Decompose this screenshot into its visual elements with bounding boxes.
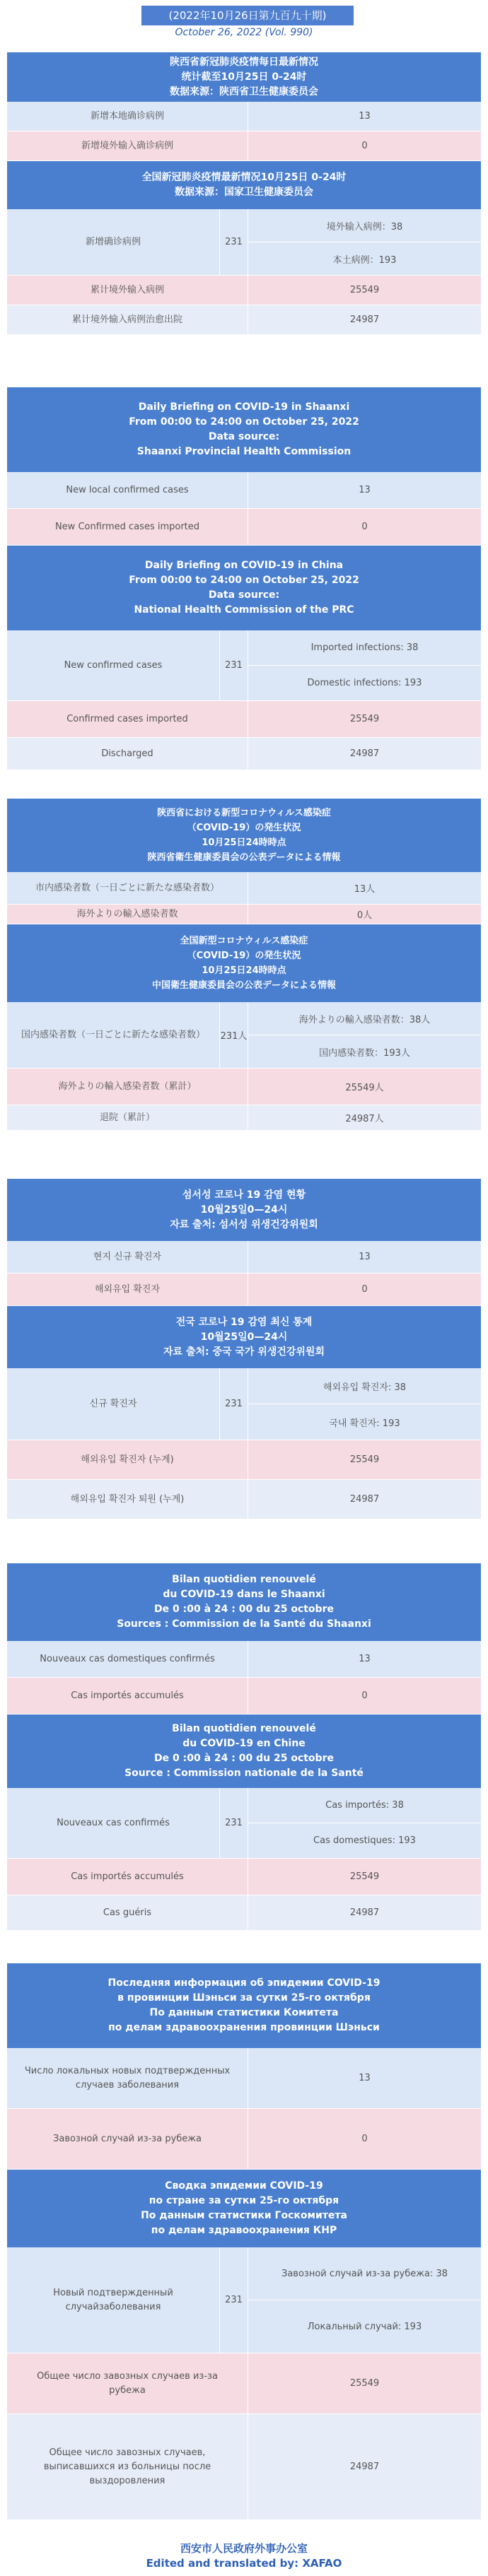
imported-row xyxy=(7,509,481,546)
header-line: 陝西省における新型コロナウィルス感染症 xyxy=(157,808,331,818)
cumulative-row xyxy=(7,701,481,738)
row-value: 25549人 xyxy=(248,1069,481,1105)
header-line: 자료 출처: 중국 국가 위생건강위원회 xyxy=(163,1346,325,1358)
header-line: 섬서성 코로나 19 감염 현황 xyxy=(182,1189,306,1201)
header-line: From 00:00 to 24:00 on October 25, 2022 xyxy=(129,575,359,586)
imported-count: Завозной случай из-за рубежа: 38 xyxy=(248,2247,481,2300)
imported-row xyxy=(7,2109,481,2170)
new-confirmed-row xyxy=(7,1788,481,1859)
header-line: по стране за сутки 25-го октября xyxy=(149,2195,339,2206)
breakdown xyxy=(248,1788,481,1858)
row-value: 0 xyxy=(248,2109,481,2169)
header-line: 全国新冠肺炎疫情最新情况10月25日 0-24时 xyxy=(141,172,347,183)
row-label: Новый подтвержденный случайзаболевания xyxy=(7,2247,219,2353)
row-label: New Confirmed cases imported xyxy=(7,509,248,545)
new-confirmed-row xyxy=(7,630,481,701)
imported-count: Imported infections: 38 xyxy=(248,630,481,665)
row-value: 231 xyxy=(219,2247,248,2353)
domestic-count: 本土病例：193 xyxy=(248,242,481,275)
imported-row xyxy=(7,1274,481,1306)
local-row xyxy=(7,872,481,905)
header-line: du COVID-19 dans le Shaanxi xyxy=(163,1589,325,1600)
header-line: Data source: xyxy=(208,431,280,442)
header-line: 10월25일0—24시 xyxy=(200,1331,288,1343)
section-english xyxy=(7,387,481,770)
breakdown xyxy=(248,630,481,700)
row-label: Cas importés accumulés xyxy=(7,1859,248,1895)
discharged-row xyxy=(7,1105,481,1131)
row-label: Nouveaux cas domestiques confirmés xyxy=(7,1641,248,1677)
header-line: 陝西省衛生健康委員会の公表データによる情報 xyxy=(147,852,341,863)
header-line: 中国衛生健康委員会の公表データによる情報 xyxy=(151,980,336,991)
row-value: 24987人 xyxy=(248,1105,481,1130)
header-line: De 0 :00 à 24 : 00 du 25 octobre xyxy=(154,1753,334,1764)
row-value: 13 xyxy=(248,1241,481,1273)
row-value: 0 xyxy=(248,509,481,545)
row-label: 国内感染者数（一日ごとに新たな感染者数） xyxy=(7,1002,219,1068)
row-value: 231 xyxy=(219,1788,248,1858)
cumulative-row xyxy=(7,1069,481,1105)
row-label: Nouveaux cas confirmés xyxy=(7,1788,219,1858)
row-value: 231 xyxy=(219,209,248,275)
row-label: Завозной случай из-за рубежа xyxy=(7,2109,248,2169)
header-line: Source : Commission nationale de la Santé xyxy=(124,1768,364,1779)
row-value: 0人 xyxy=(248,905,481,924)
discharged-row xyxy=(7,1895,481,1931)
header-line: Sources : Commission de la Santé du Shaanxi xyxy=(117,1618,371,1630)
header-line: 数据来源：国家卫生健康委员会 xyxy=(175,187,313,198)
header-line: Последняя информация об эпидемии COVID-19 xyxy=(108,1977,380,1989)
imported-count: Cas importés: 38 xyxy=(248,1788,481,1823)
row-value: 231 xyxy=(219,1368,248,1440)
china-header xyxy=(7,1715,481,1788)
row-label: 해외유입 확진자 (누계) xyxy=(7,1440,248,1479)
header-line: Сводка эпидемии COVID-19 xyxy=(165,2180,323,2192)
header-line: 10月25日24時時点 xyxy=(202,837,286,848)
local-row xyxy=(7,102,481,131)
row-label: 현지 신규 확진자 xyxy=(7,1241,248,1273)
header-line: du COVID-19 en Chine xyxy=(182,1738,306,1749)
domestic-count: 국내 확진자: 193 xyxy=(248,1404,481,1440)
local-row xyxy=(7,1641,481,1678)
discharged-row xyxy=(7,738,481,770)
header-line: From 00:00 to 24:00 on October 25, 2022 xyxy=(129,416,359,428)
imported-count: 해외유입 확진자: 38 xyxy=(248,1368,481,1404)
row-label: 해외유입 확진자 퇴원 (누계) xyxy=(7,1480,248,1519)
header-line: 전국 코로나 19 감염 최신 통계 xyxy=(175,1316,313,1328)
row-value: 13 xyxy=(248,1641,481,1677)
local-row xyxy=(7,472,481,509)
header-line: 陕西省新冠肺炎疫情每日最新情况 xyxy=(170,56,318,68)
header-line: Daily Briefing on COVID-19 in Shaanxi xyxy=(138,401,350,413)
section-chinese xyxy=(7,52,481,335)
row-label: 신규 확진자 xyxy=(7,1368,219,1440)
row-label: 新增本地确诊病例 xyxy=(7,102,248,131)
imported-row xyxy=(7,905,481,924)
header-line: 全国新型コロナウィルス感染症 xyxy=(180,936,308,946)
domestic-count: 国内感染者数：193人 xyxy=(248,1035,481,1068)
header-line: Bilan quotidien renouvelé xyxy=(172,1723,316,1734)
breakdown xyxy=(248,209,481,275)
row-label: 新增确诊病例 xyxy=(7,209,219,275)
shaanxi-header xyxy=(7,1563,481,1641)
new-confirmed-row xyxy=(7,1002,481,1069)
row-value: 24987 xyxy=(248,1895,481,1930)
row-label: New confirmed cases xyxy=(7,630,219,700)
row-label: New local confirmed cases xyxy=(7,472,248,508)
discharged-row xyxy=(7,2414,481,2520)
row-value: 24987 xyxy=(248,1480,481,1519)
issue-banner: (2022年10月26日第九百九十期) xyxy=(141,6,354,25)
row-label: Число локальных новых подтвержденных случаев заболевания xyxy=(7,2048,248,2108)
row-label: 累计境外输入病例治愈出院 xyxy=(7,305,248,334)
section-russian xyxy=(7,1963,481,2520)
new-confirmed-row xyxy=(7,2247,481,2353)
row-value: 13 xyxy=(248,102,481,131)
row-value: 25549 xyxy=(248,1440,481,1479)
row-value: 231人 xyxy=(219,1002,248,1068)
row-label: Общее число завозных случаев, выписавшихся из больницы после выздоровления xyxy=(7,2414,248,2519)
row-label: Confirmed cases imported xyxy=(7,701,248,737)
china-header xyxy=(7,2170,481,2247)
row-value: 13人 xyxy=(248,872,481,904)
row-value: 25549 xyxy=(248,2353,481,2413)
row-value: 25549 xyxy=(248,1859,481,1895)
new-confirmed-row xyxy=(7,1368,481,1440)
section-japanese xyxy=(7,799,481,1131)
header-line: Bilan quotidien renouvelé xyxy=(172,1574,316,1585)
header-line: Daily Briefing on COVID-19 in China xyxy=(144,560,344,571)
domestic-count: Локальный случай: 193 xyxy=(248,2300,481,2353)
header-line: в провинции Шэньси за сутки 25-го октября xyxy=(117,1992,371,2004)
header-line: 10월25일0—24시 xyxy=(200,1204,288,1216)
cumulative-row xyxy=(7,1440,481,1480)
imported-count: 境外输入病例：38 xyxy=(248,209,481,242)
imported-row xyxy=(7,1678,481,1715)
header-line: по делам здравоохранения провинции Шэньси xyxy=(108,2022,380,2033)
header-line: National Health Commission of the PRC xyxy=(134,604,354,616)
row-label: Discharged xyxy=(7,738,248,770)
breakdown xyxy=(248,1002,481,1068)
issue-subtitle: October 26, 2022 (Vol. 990) xyxy=(175,27,313,38)
header-line: 统计截至10月25日 0-24时 xyxy=(181,71,307,83)
header-line: 10月25日24時時点 xyxy=(202,965,286,976)
row-value: 24987 xyxy=(248,738,481,770)
cumulative-row xyxy=(7,276,481,305)
row-label: 退院（累計） xyxy=(7,1105,248,1130)
china-header xyxy=(7,161,481,209)
cumulative-row xyxy=(7,2353,481,2414)
row-label: Cas guéris xyxy=(7,1895,248,1930)
row-value: 25549 xyxy=(248,276,481,305)
row-value: 0 xyxy=(248,1274,481,1305)
row-label: Общее число завозных случаев из-за рубежа xyxy=(7,2353,248,2413)
header-line: （COVID-19）の発生状況 xyxy=(187,823,301,833)
row-label: 海外よりの輸入感染者数（累計） xyxy=(7,1069,248,1105)
header-line: По данным статистики Госкомитета xyxy=(141,2210,347,2221)
row-label: 해외유입 확진자 xyxy=(7,1274,248,1305)
row-value: 24987 xyxy=(248,305,481,334)
row-value: 0 xyxy=(248,131,481,160)
row-value: 0 xyxy=(248,1678,481,1714)
row-value: 25549 xyxy=(248,701,481,737)
header-line: по делам здравоохранения КНР xyxy=(151,2225,337,2236)
shaanxi-header xyxy=(7,387,481,472)
imported-count: 海外よりの輸入感染者数：38人 xyxy=(248,1002,481,1035)
footer-office: 西安市人民政府外事办公室 xyxy=(180,2542,308,2555)
row-label: Cas importés accumulés xyxy=(7,1678,248,1714)
section-french xyxy=(7,1563,481,1931)
imported-row xyxy=(7,131,481,161)
discharged-row xyxy=(7,1480,481,1519)
row-value: 24987 xyxy=(248,2414,481,2519)
new-confirmed-row xyxy=(7,209,481,276)
shaanxi-header xyxy=(7,1963,481,2048)
domestic-count: Cas domestiques: 193 xyxy=(248,1823,481,1858)
domestic-count: Domestic infections: 193 xyxy=(248,665,481,700)
local-row xyxy=(7,2048,481,2109)
local-row xyxy=(7,1241,481,1274)
header-line: （COVID-19）の発生状況 xyxy=(187,951,301,961)
row-label: 新增境外输入确诊病例 xyxy=(7,131,248,160)
row-label: 海外よりの輸入感染者数 xyxy=(7,905,248,924)
china-header xyxy=(7,1306,481,1368)
breakdown xyxy=(248,1368,481,1440)
shaanxi-header xyxy=(7,1179,481,1241)
cumulative-row xyxy=(7,1859,481,1895)
shaanxi-header xyxy=(7,52,481,102)
discharged-row xyxy=(7,305,481,335)
header-line: Shaanxi Provincial Health Commission xyxy=(136,446,352,457)
header-line: По данным статистики Комитета xyxy=(149,2007,339,2018)
header-line: 자료 출처: 섬서성 위생건강위원회 xyxy=(170,1218,318,1230)
header-line: De 0 :00 à 24 : 00 du 25 octobre xyxy=(154,1604,334,1615)
breakdown xyxy=(248,2247,481,2353)
row-value: 231 xyxy=(219,630,248,700)
row-value: 13 xyxy=(248,472,481,508)
header-line: Data source: xyxy=(208,589,280,601)
china-header xyxy=(7,924,481,1002)
shaanxi-header xyxy=(7,799,481,872)
row-label: 累计境外输入病例 xyxy=(7,276,248,305)
row-value: 13 xyxy=(248,2048,481,2108)
section-korean xyxy=(7,1179,481,1519)
footer-credit: Edited and translated by: XAFAO xyxy=(146,2557,342,2570)
header-line: 数据来源：陕西省卫生健康委员会 xyxy=(170,86,318,98)
china-header xyxy=(7,546,481,630)
row-label: 市内感染者数（一日ごとに新たな感染者数） xyxy=(7,872,248,904)
